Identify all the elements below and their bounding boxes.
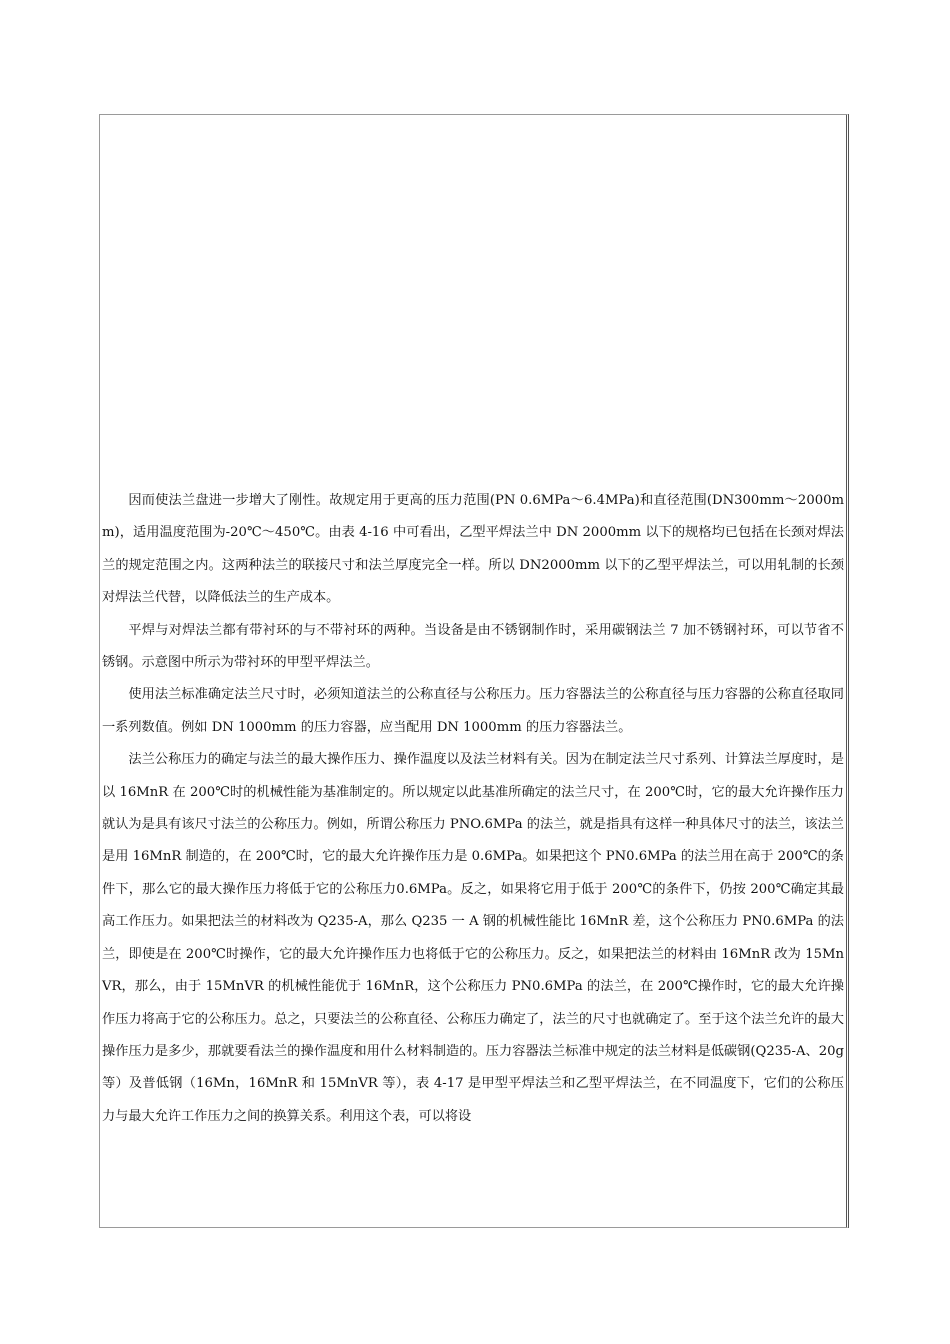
paragraph-nominal-pressure: 法兰公称压力的确定与法兰的最大操作压力、操作温度以及法兰材料有关。因为在制定法兰尺寸系列、计算法兰厚度时，是以 16MnR 在 200℃时的机械性能为基准制定的。所以规定以此基准所确定的法兰尺寸，在 200℃时，它的最大允许操作压力就认为是具有该尺寸法兰的公称压力。例如，所谓公称压力 PNO.6MPa 的法兰，就是指具有这样一种具体尺寸的法兰，该法兰是用 16MnR 制造的，在 200℃时，它的最大允许操作压力是 0.6MPa。如果把这个 PN0.6MPa 的法兰用在高于 200℃的条件下，那么它的最大操作压力将低于它的公称压力0.6MPa。反之，如果将它用于低于 200℃的条件下，仍按 200℃确定其最高工作压力。如果把法兰的材料改为 Q235-A，那么 Q235 一 A 钢的机械性能比 16MnR 差，这个公称压力 PN0.6MPa 的法兰，即使是在 200℃时操作，它的最大允许操作压力也将低于它的公称压力。反之，如果把法兰的材料由 16MnR 改为 15MnVR，那么，由于 15MnVR 的机械性能优于 16MnR，这个公称压力 PN0.6MPa 的法兰，在 200℃操作时，它的最大允许操作压力将高于它的公称压力。总之，只要法兰的公称直径、公称压力确定了，法兰的尺寸也就确定了。至于这个法兰允许的最大操作压力是多少，那就要看法兰的操作温度和用什么材料制造的。压力容器法兰标准中规定的法兰材料是低碳钢(Q235-A、20g 等）及普低钢（16Mn，16MnR 和 15MnVR 等），表 4-17 是甲型平焊法兰和乙型平焊法兰，在不同温度下，它们的公称压力与最大允许工作压力之间的换算关系。利用这个表，可以将设 (102, 752, 844, 1124)
paragraph-nominal-diameter: 使用法兰标准确定法兰尺寸时，必须知道法兰的公称直径与公称压力。压力容器法兰的公称直径与压力容器的公称直径取同一系列数值。例如 DN 1000mm 的压力容器，应当配用 DN 1000mm 的压力容器法兰。 (102, 687, 844, 735)
document-body (102, 485, 844, 1133)
paragraph-lining-ring: 平焊与对焊法兰都有带衬环的与不带衬环的两种。当设备是由不锈钢制作时，采用碳钢法兰 7 加不锈钢衬环，可以节省不锈钢。示意图中所示为带衬环的甲型平焊法兰。 (102, 622, 844, 671)
page-frame (99, 114, 849, 1228)
blank-figure-area (100, 115, 846, 480)
paragraph-rigidity-range: 因而使法兰盘进一步增大了刚性。故规定用于更高的压力范围(PN 0.6MPa～6.4MPa)和直径范围(DN300mm～2000mm)，适用温度范围为-20℃～450℃。由表 4-16 中可看出，乙型平焊法兰中 DN 2000mm 以下的规格均已包括在长颈对焊法兰的规定范围之内。这两种法兰的联接尺寸和法兰厚度完全一样。所以 DN2000mm 以下的乙型平焊法兰，可以用轧制的长颈对焊法兰代替，以降低法兰的生产成本。 (102, 493, 844, 606)
